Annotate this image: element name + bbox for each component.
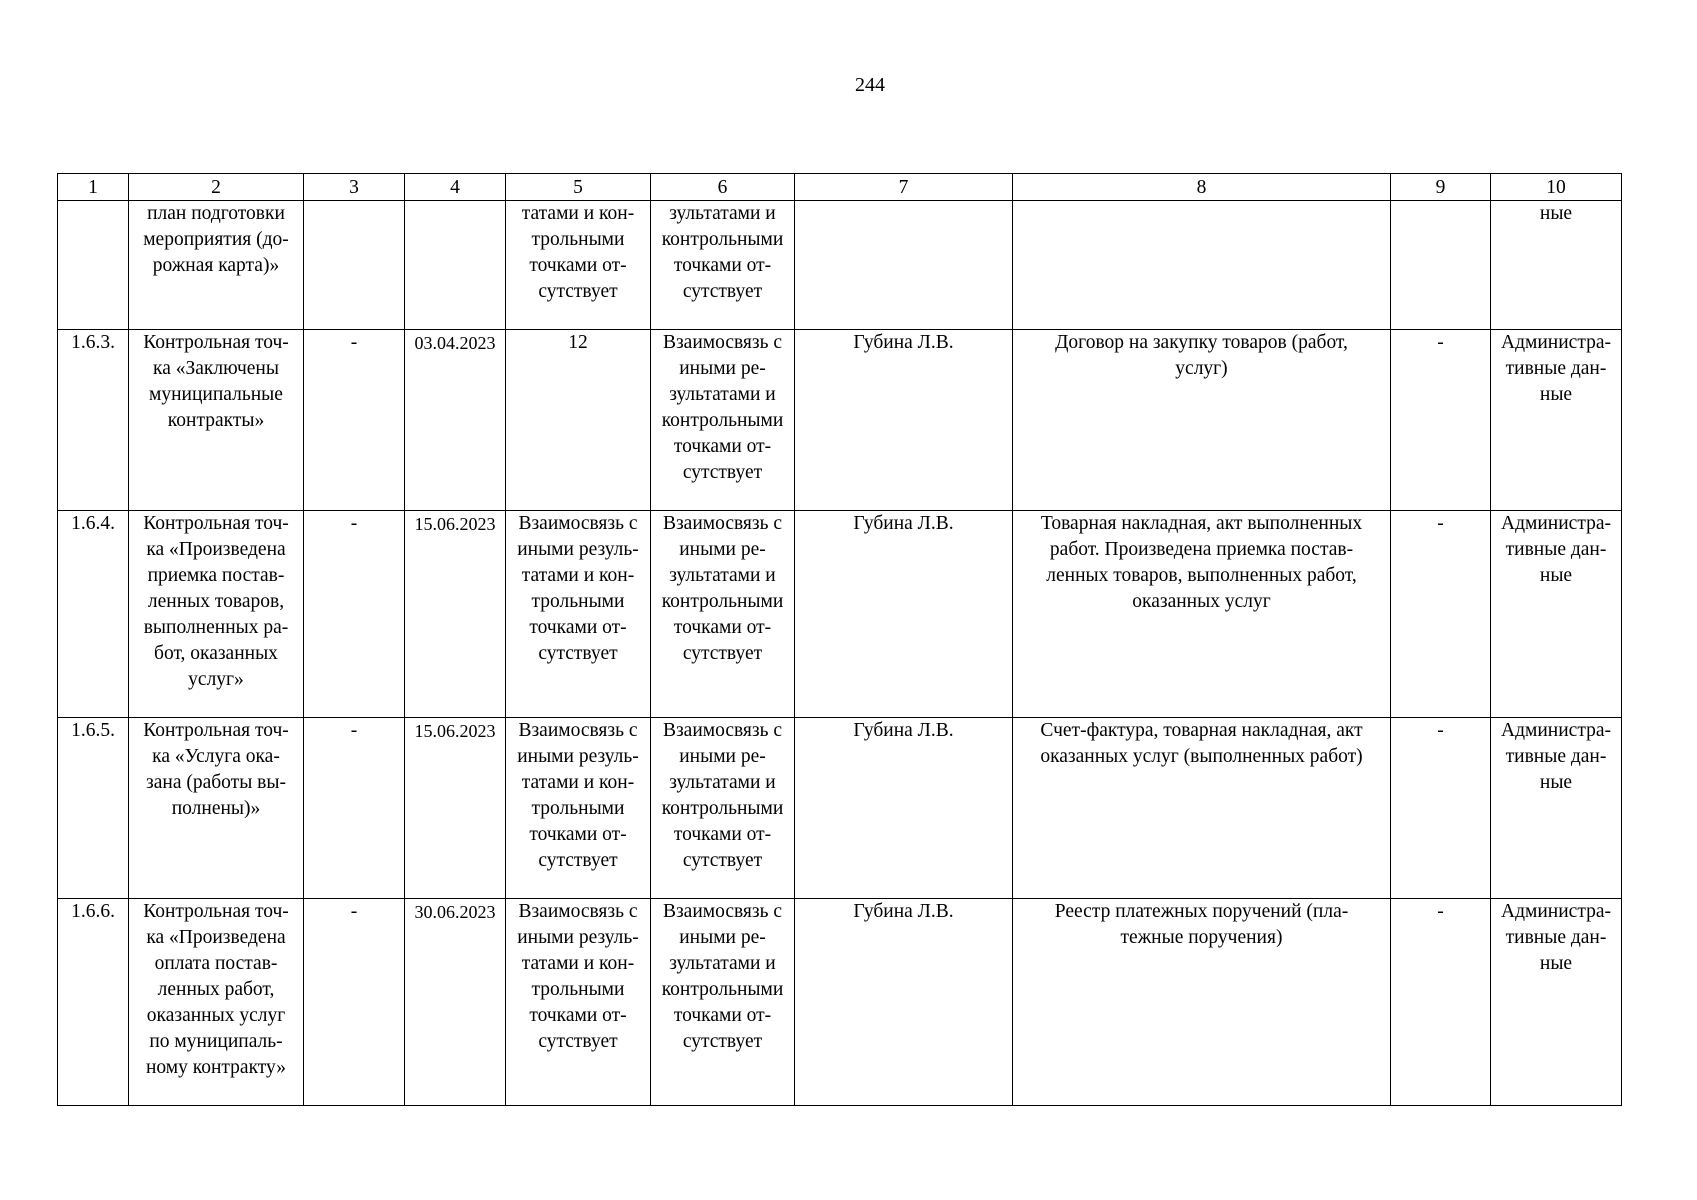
- column-header-1: 1: [58, 174, 129, 201]
- cell-name: Контрольная точ- ка «Услуга ока- зана (работы вы- полнены)»: [129, 718, 304, 899]
- cell-source: Администра- тивные дан- ные: [1491, 330, 1622, 511]
- page-number: 244: [855, 74, 885, 96]
- cell-col5: Взаимосвязь с иными резуль- татами и кон- трольными точками от- сутствует: [506, 511, 651, 718]
- cell-col3: [304, 201, 405, 330]
- table-row: [58, 718, 1622, 899]
- column-header-4: 4: [405, 174, 506, 201]
- plan-table: [57, 173, 1622, 1106]
- table-row: [58, 201, 1622, 330]
- cell-col9: -: [1391, 511, 1491, 718]
- column-header-9: 9: [1391, 174, 1491, 201]
- column-header-3: 3: [304, 174, 405, 201]
- cell-number: 1.6.3.: [58, 330, 129, 511]
- cell-col5: Взаимосвязь с иными резуль- татами и кон- трольными точками от- сутствует: [506, 718, 651, 899]
- cell-col9: -: [1391, 718, 1491, 899]
- table-row: [58, 899, 1622, 1106]
- cell-document: Договор на закупку товаров (работ, услуг): [1013, 330, 1391, 511]
- column-header-7: 7: [795, 174, 1013, 201]
- cell-name: Контрольная точ- ка «Произведена приемка постав- ленных товаров, выполненных ра- бот, оказанных услуг»: [129, 511, 304, 718]
- column-header-10: 10: [1491, 174, 1622, 201]
- cell-col6: Взаимосвязь с иными ре- зультатами и контрольными точками от- сутствует: [651, 511, 795, 718]
- cell-name: план подготовки мероприятия (до- рожная карта)»: [129, 201, 304, 330]
- cell-document: Реестр платежных поручений (пла- тежные поручения): [1013, 899, 1391, 1106]
- cell-date: 30.06.2023: [405, 899, 506, 1106]
- cell-responsible: Губина Л.В.: [795, 899, 1013, 1106]
- table-row: [58, 330, 1622, 511]
- cell-col3: -: [304, 718, 405, 899]
- cell-document: [1013, 201, 1391, 330]
- cell-date: [405, 201, 506, 330]
- column-header-6: 6: [651, 174, 795, 201]
- cell-col6: Взаимосвязь с иными ре- зультатами и контрольными точками от- сутствует: [651, 718, 795, 899]
- column-header-5: 5: [506, 174, 651, 201]
- cell-col5: татами и кон- трольными точками от- сутствует: [506, 201, 651, 330]
- cell-date: 15.06.2023: [405, 718, 506, 899]
- cell-col9: [1391, 201, 1491, 330]
- cell-document: Товарная накладная, акт выполненных работ. Произведена приемка постав- ленных товаров, выполненных работ, оказанных услуг: [1013, 511, 1391, 718]
- cell-col5: 12: [506, 330, 651, 511]
- cell-name: Контрольная точ- ка «Произведена оплата постав- ленных работ, оказанных услуг по муниципаль- ному контракту»: [129, 899, 304, 1106]
- cell-number: [58, 201, 129, 330]
- cell-source: Администра- тивные дан- ные: [1491, 511, 1622, 718]
- cell-responsible: Губина Л.В.: [795, 511, 1013, 718]
- cell-col5: Взаимосвязь с иными резуль- татами и кон- трольными точками от- сутствует: [506, 899, 651, 1106]
- cell-date: 15.06.2023: [405, 511, 506, 718]
- cell-date: 03.04.2023: [405, 330, 506, 511]
- cell-col3: -: [304, 330, 405, 511]
- cell-col9: -: [1391, 330, 1491, 511]
- cell-number: 1.6.6.: [58, 899, 129, 1106]
- cell-responsible: Губина Л.В.: [795, 330, 1013, 511]
- cell-document: Счет-фактура, товарная накладная, акт оказанных услуг (выполненных работ): [1013, 718, 1391, 899]
- column-header-2: 2: [129, 174, 304, 201]
- cell-source: Администра- тивные дан- ные: [1491, 899, 1622, 1106]
- cell-col6: Взаимосвязь с иными ре- зультатами и контрольными точками от- сутствует: [651, 899, 795, 1106]
- cell-name: Контрольная точ- ка «Заключены муниципальные контракты»: [129, 330, 304, 511]
- cell-col3: -: [304, 511, 405, 718]
- cell-col6: Взаимосвязь с иными ре- зультатами и контрольными точками от- сутствует: [651, 330, 795, 511]
- cell-source: ные: [1491, 201, 1622, 330]
- cell-source: Администра- тивные дан- ные: [1491, 718, 1622, 899]
- cell-number: 1.6.5.: [58, 718, 129, 899]
- cell-col3: -: [304, 899, 405, 1106]
- cell-col9: -: [1391, 899, 1491, 1106]
- header-row: [58, 174, 1622, 201]
- column-header-8: 8: [1013, 174, 1391, 201]
- cell-responsible: Губина Л.В.: [795, 718, 1013, 899]
- cell-number: 1.6.4.: [58, 511, 129, 718]
- table-row: [58, 511, 1622, 718]
- cell-col6: зультатами и контрольными точками от- сутствует: [651, 201, 795, 330]
- cell-responsible: [795, 201, 1013, 330]
